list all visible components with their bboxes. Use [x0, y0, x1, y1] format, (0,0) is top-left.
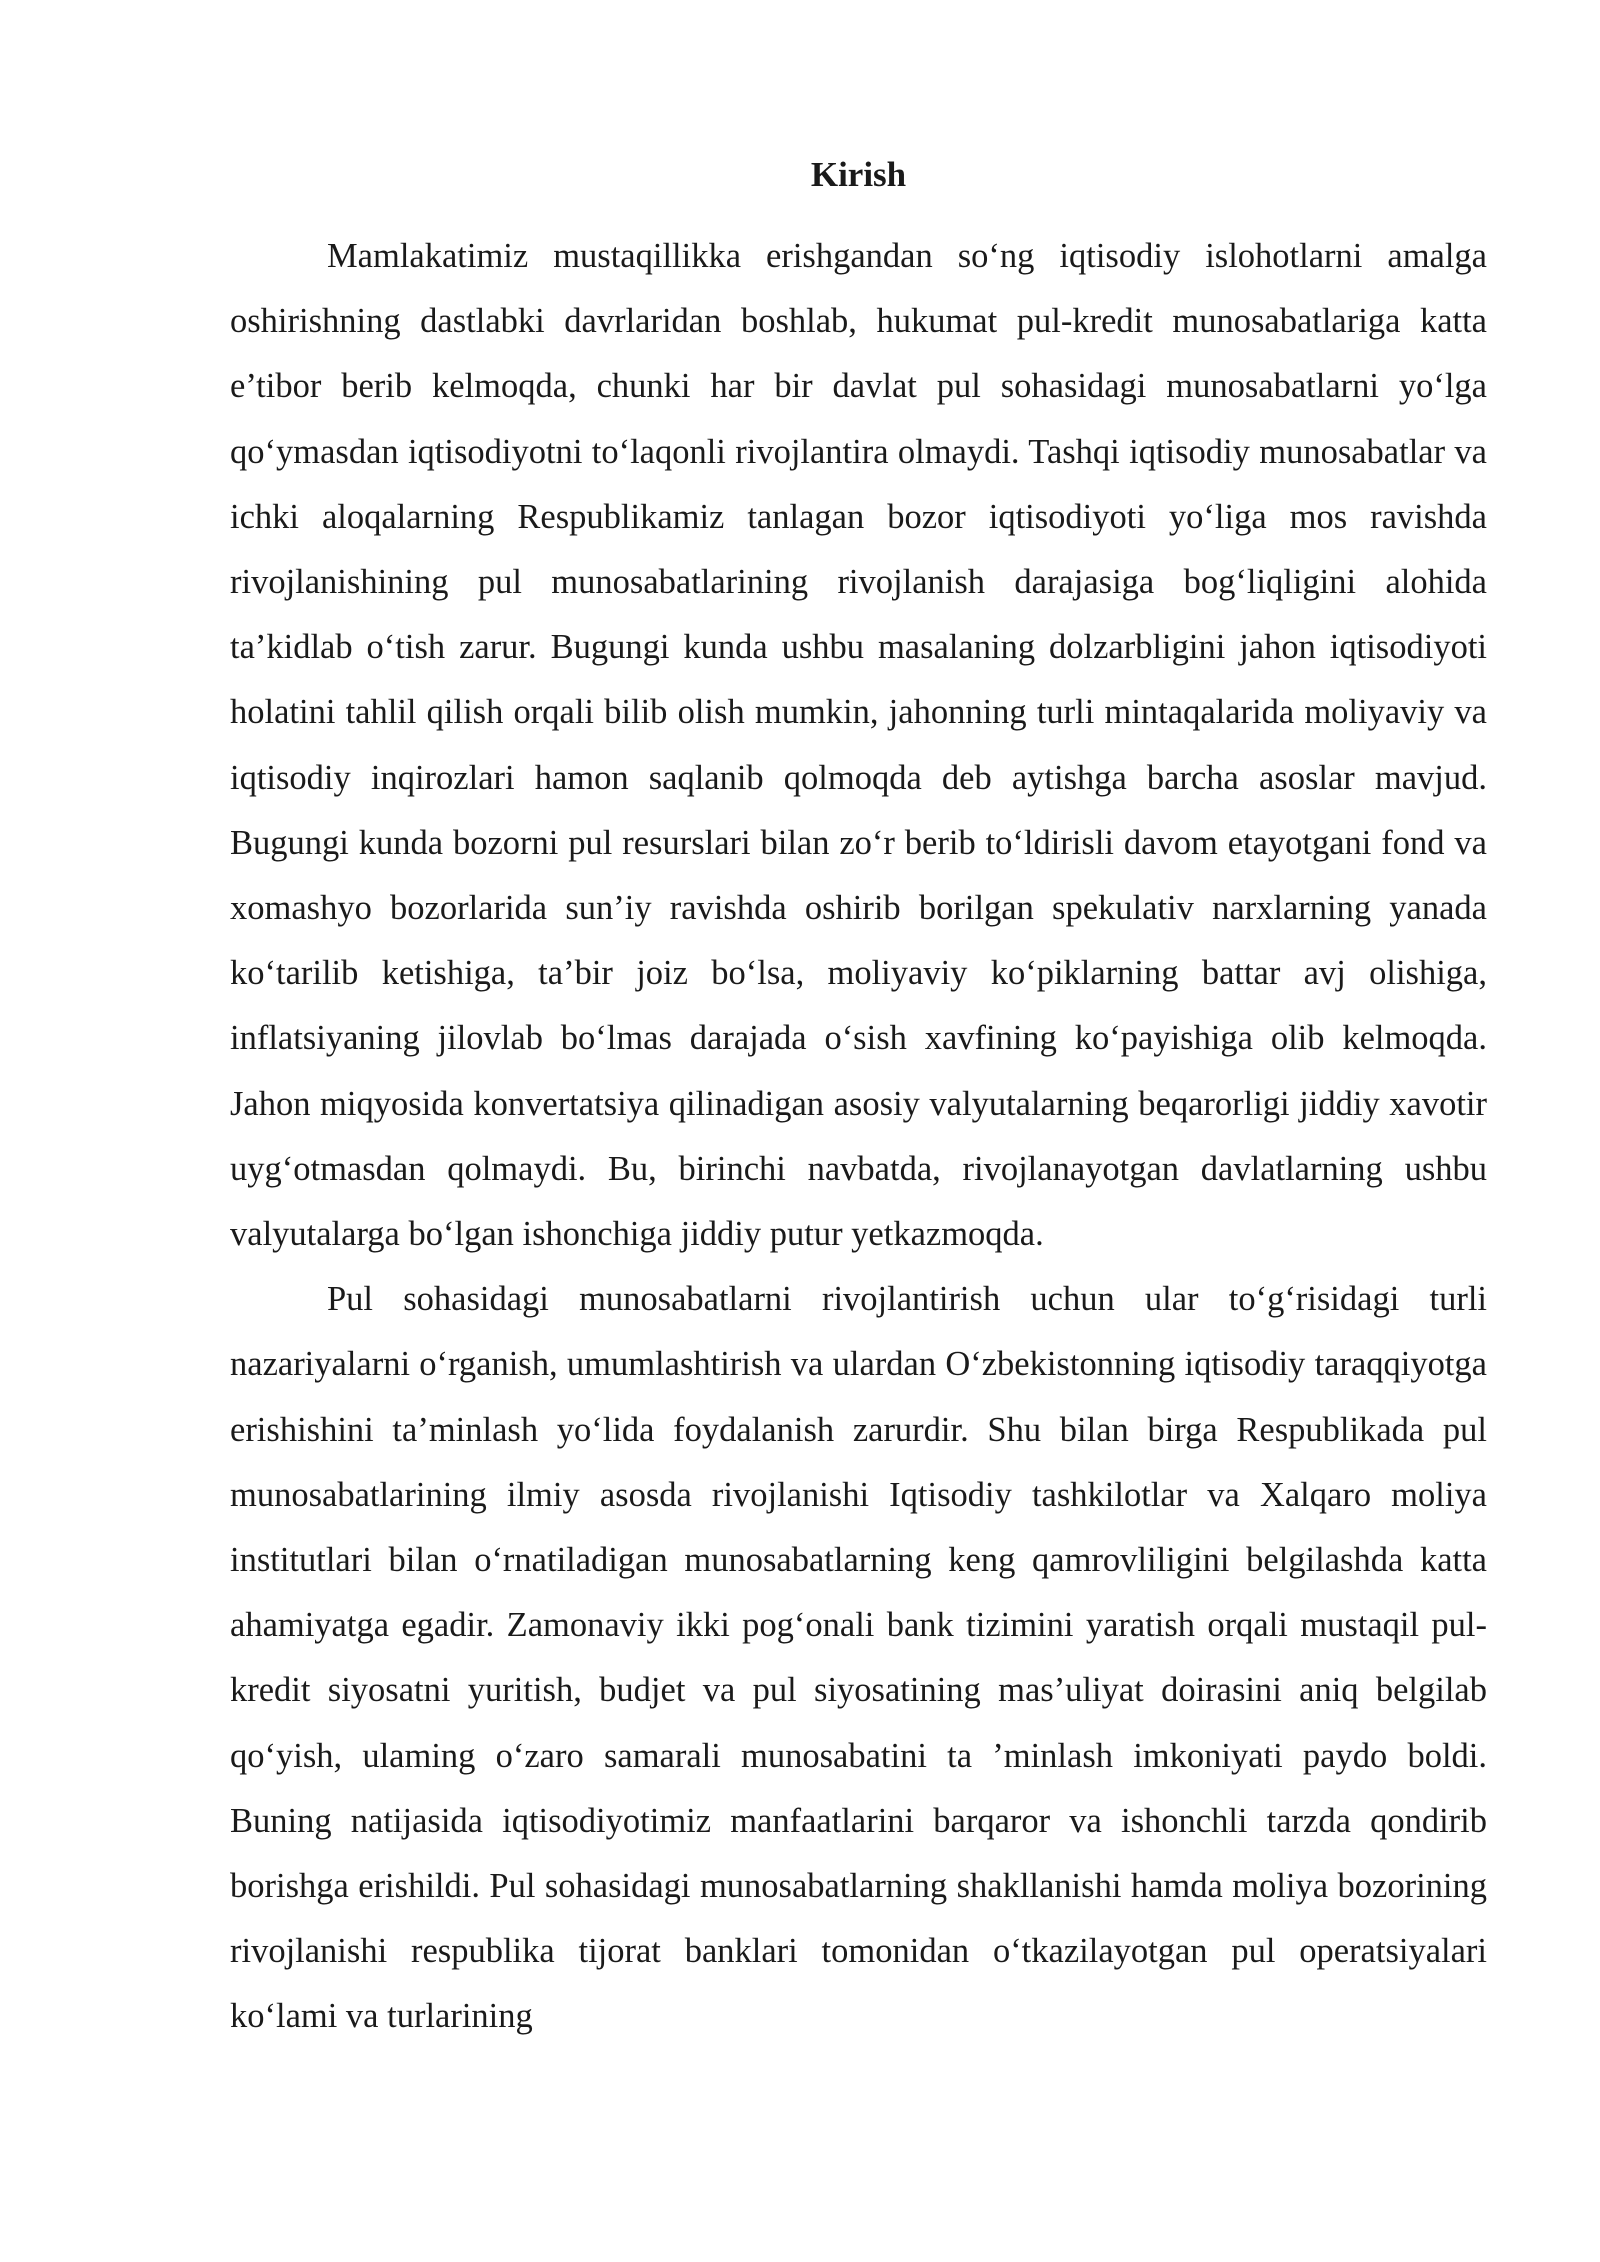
paragraph-1: Mamlakatimiz mustaqillikka erishgandan so‘ng iqtisodiy islohotlarni amalga oshirishning dastlabki davrlaridan boshlab, hukumat pul-kredit munosabatlariga katta e’tibor berib kelmoqda, chunki har bir davlat pul sohasidagi munosabatlarni yo‘lga qo‘ymasdan iqtisodiyotni to‘laqonli rivojlantira olmaydi. Tashqi iqtisodiy munosabatlar va ichki aloqalarning Respublikamiz tanlagan bozor iqtisodiyoti yo‘liga mos ravishda rivojlanishining pul munosabatlarining rivojlanish darajasiga bog‘liqligini alohida ta’kidlab o‘tish zarur. Bugungi kunda ushbu masalaning dolzarbligini jahon iqtisodiyoti holatini tahlil qilish orqali bilib olish mumkin, jahonning turli mintaqalarida moliyaviy va iqtisodiy inqirozlari hamon saqlanib qolmoqda deb aytishga barcha asoslar mavjud. Bugungi kunda bozorni pul resurslari bilan zo‘r berib to‘ldirisli davom etayotgani fond va xomashyo bozorlarida sun’iy ravishda oshirib borilgan spekulativ narxlarning yanada ko‘tarilib ketishiga, ta’bir joiz bo‘lsa, moliyaviy ko‘piklarning battar avj olishiga, inflatsiyaning jilovlab bo‘lmas darajada o‘sish xavfining ko‘payishiga olib kelmoqda. Jahon miqyosida konvertatsiya qilinadigan asosiy valyutalarning beqarorligi jiddiy xavotir uyg‘otmasdan qolmaydi. Bu, birinchi navbatda, rivojlanayotgan davlatlarning ushbu valyutalarga bo‘lgan ishonchiga jiddiy putur yetkazmoqda.: [230, 237, 1487, 1254]
page-title: Kirish: [810, 155, 907, 194]
paragraph-2: Pul sohasidagi munosabatlarni rivojlantirish uchun ular to‘g‘risidagi turli nazariyalarni o‘rganish, umumlashtirish va ulardan O‘zbekistonning iqtisodiy taraqqiyotga erishishini ta’minlash yo‘lida foydalanish zarurdir. Shu bilan birga Respublikada pul munosabatlarining ilmiy asosda rivojlanishi Iqtisodiy tashkilotlar va Xalqaro moliya institutlari bilan o‘rnatiladigan munosabatlarning keng qamrovliligini belgilashda katta ahamiyatga egadir. Zamonaviy ikki pog‘onali bank tizimini yaratish orqali mustaqil pul-kredit siyosatni yuritish, budjet va pul siyosatining mas’uliyat doirasini aniq belgilab qo‘yish, ulaming o‘zaro samarali munosabatini ta ’minlash imkoniyati paydo boldi. Buning natijasida iqtisodiyotimiz manfaatlarini barqaror va ishonchli tarzda qondirib borishga erishildi. Pul sohasidagi munosabatlarning shakllanishi hamda moliya bozorining rivojlanishi respublika tijorat banklari tomonidan o‘tkazilayotgan pul operatsiyalari ko‘lami va turlarining: [230, 1280, 1487, 2036]
document-body: [230, 150, 1487, 2050]
